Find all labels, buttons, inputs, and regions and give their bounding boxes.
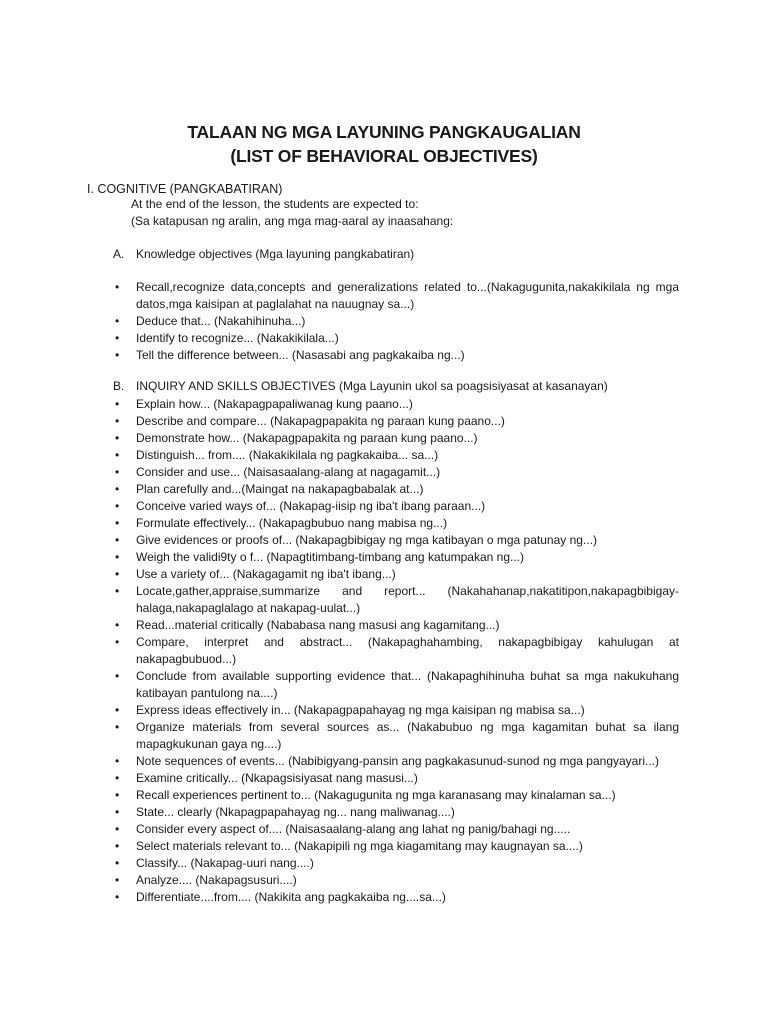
bullet-icon: • [115, 482, 120, 496]
list-item-text: Compare, interpret and abstract... (Nakapaghahambing, nakapagbibigay kahulugan at nakapagbubuod...) [136, 635, 679, 666]
bullet-icon: • [115, 873, 120, 887]
list-item [113, 498, 679, 515]
bullet-icon: • [115, 805, 120, 819]
inquiry-skills-objectives-list [113, 396, 679, 906]
document-subtitle: (LIST OF BEHAVIORAL OBJECTIVES) [230, 146, 538, 166]
list-item-text: Express ideas effectively in... (Nakapagpapahayag ng mga kaisipan ng mabisa sa...) [136, 703, 585, 717]
list-item [113, 855, 679, 872]
bullet-icon: • [115, 431, 120, 445]
list-item [113, 889, 679, 906]
list-item-text: Examine critically... (Nkapagsisiyasat nang masusi...) [136, 771, 418, 785]
list-item-text: Demonstrate how... (Nakapagpapakita ng paraan kung paano...) [136, 431, 478, 445]
list-item-text: Classify... (Nakapag-uuri nang....) [136, 856, 314, 870]
subheading-label: Knowledge objectives (Mga layuning pangkabatiran) [136, 247, 415, 261]
list-item-text: Select materials relevant to... (Nakapipili ng mga kiagamitang may kaugnayan sa....) [136, 839, 583, 853]
list-item-text: Describe and compare... (Nakapagpapakita ng paraan kung paano...) [136, 414, 505, 428]
list-item [113, 481, 679, 498]
subheading-knowledge-objectives [113, 246, 414, 263]
list-item [113, 838, 679, 855]
list-item-text: Locate,gather,appraise,summarize and report... (Nakahahanap,nakatitipon,nakapagbibigay-halaga,nakapaglalago at nakapag-uulat...) [136, 584, 679, 615]
bullet-icon: • [115, 567, 120, 581]
subheading-letter: A. [113, 247, 125, 261]
list-item-text: Formulate effectively... (Nakapagbubuo nang mabisa ng...) [136, 516, 448, 530]
list-item [113, 566, 679, 583]
list-item [113, 313, 679, 330]
section-heading-cognitive: I. COGNITIVE (PANGKABATIRAN) [87, 182, 283, 196]
list-item-text: Note sequences of events... (Nabibigyang-pansin ang pagkakasunud-sunod ng mga pangyayari...) [136, 754, 660, 768]
bullet-icon: • [115, 280, 120, 294]
list-item [113, 804, 679, 821]
list-item-text: Analyze.... (Nakapagsusuri....) [136, 873, 297, 887]
intro-text-english: At the end of the lesson, the students are expected to: [131, 197, 419, 211]
bullet-icon: • [115, 448, 120, 462]
bullet-icon: • [115, 550, 120, 564]
list-item-text: Consider and use... (Naisasaalang-alang at nagagamit...) [136, 465, 441, 479]
list-item-text: State... clearly (Nkapagpapahayag ng... nang maliwanag....) [136, 805, 455, 819]
list-item-text: Tell the difference between... (Nasasabi ang pagkakaiba ng...) [136, 348, 465, 362]
list-item [113, 549, 679, 566]
bullet-icon: • [115, 839, 120, 853]
list-item [113, 279, 679, 313]
bullet-icon: • [115, 516, 120, 530]
bullet-icon: • [115, 822, 120, 836]
list-item-text: Read...material critically (Nababasa nang masusi ang kagamitang...) [136, 618, 500, 632]
list-item-text: Distinguish... from.... (Nakakikilala ng pagkakaiba... sa...) [136, 448, 439, 462]
bullet-icon: • [115, 856, 120, 870]
bullet-icon: • [115, 635, 120, 649]
list-item [113, 464, 679, 481]
bullet-icon: • [115, 533, 120, 547]
bullet-icon: • [115, 414, 120, 428]
list-item [113, 583, 679, 617]
list-item-text: Give evidences or proofs of... (Nakapagbibigay ng mga katibayan o mga patunay ng...) [136, 533, 597, 547]
list-item [113, 396, 679, 413]
list-item-text: Differentiate....from.... (Nakikita ang pagkakaiba ng....sa...) [136, 890, 446, 904]
bullet-icon: • [115, 314, 120, 328]
list-item-text: Explain how... (Nakapagpapaliwanag kung paano...) [136, 397, 413, 411]
list-item-text: Identify to recognize... (Nakakikilala...) [136, 331, 339, 345]
bullet-icon: • [115, 890, 120, 904]
list-item-text: Conceive varied ways of... (Nakapag-iisip ng iba't ibang paraan...) [136, 499, 486, 513]
bullet-icon: • [115, 754, 120, 768]
list-item-text: Conclude from available supporting evidence that... (Nakapaghihinuha buhat sa mga nakukuhang katibayan pantulong na....) [136, 669, 679, 700]
document-title: TALAAN NG MGA LAYUNING PANGKAUGALIAN [187, 122, 581, 142]
bullet-icon: • [115, 348, 120, 362]
list-item-text: Recall experiences pertinent to... (Nakagugunita ng mga karanasang may kinalaman sa...) [136, 788, 616, 802]
bullet-icon: • [115, 618, 120, 632]
bullet-icon: • [115, 584, 120, 598]
list-item [113, 430, 679, 447]
bullet-icon: • [115, 331, 120, 345]
list-item-text: Consider every aspect of.... (Naisasaalang-alang ang lahat ng panig/bahagi ng..... [136, 822, 571, 836]
list-item-text: Plan carefully and...(Maingat na nakapagbabalak at...) [136, 482, 424, 496]
list-item-text: Weigh the validi9ty o f... (Napagtitimbang-timbang ang katumpakan ng...) [136, 550, 524, 564]
list-item [113, 532, 679, 549]
list-item [113, 330, 679, 347]
bullet-icon: • [115, 788, 120, 802]
subheading-letter: B. [113, 379, 125, 393]
bullet-icon: • [115, 499, 120, 513]
list-item [113, 770, 679, 787]
list-item [113, 753, 679, 770]
knowledge-objectives-list [113, 279, 679, 364]
bullet-icon: • [115, 397, 120, 411]
list-item [113, 872, 679, 889]
list-item-text: Organize materials from several sources as... (Nakabubuo ng mga kagamitan buhat sa ilang mapagkukunan gaya ng....) [136, 720, 679, 751]
list-item [113, 787, 679, 804]
subheading-label: INQUIRY AND SKILLS OBJECTIVES (Mga Layunin ukol sa poagsisiyasat at kasanayan) [136, 379, 608, 393]
list-item-text: Deduce that... (Nakahihinuha...) [136, 314, 306, 328]
list-item-text: Recall,recognize data,concepts and generalizations related to...(Nakagugunita,nakakikilala ng mga datos,mga kaisipan at paglalahat na nauugnay sa...) [136, 280, 679, 311]
list-item-text: Use a variety of... (Nakagagamit ng iba't ibang...) [136, 567, 396, 581]
intro-text-filipino: (Sa katapusan ng aralin, ang mga mag-aaral ay inaasahang: [131, 214, 454, 228]
bullet-icon: • [115, 771, 120, 785]
bullet-icon: • [115, 465, 120, 479]
list-item [113, 413, 679, 430]
subheading-inquiry-skills-objectives [113, 378, 608, 395]
list-item [113, 668, 679, 702]
list-item [113, 719, 679, 753]
list-item [113, 702, 679, 719]
bullet-icon: • [115, 669, 120, 683]
list-item [113, 617, 679, 634]
list-item [113, 634, 679, 668]
bullet-icon: • [115, 720, 120, 734]
list-item [113, 447, 679, 464]
bullet-icon: • [115, 703, 120, 717]
list-item [113, 515, 679, 532]
list-item [113, 347, 679, 364]
list-item [113, 821, 679, 838]
